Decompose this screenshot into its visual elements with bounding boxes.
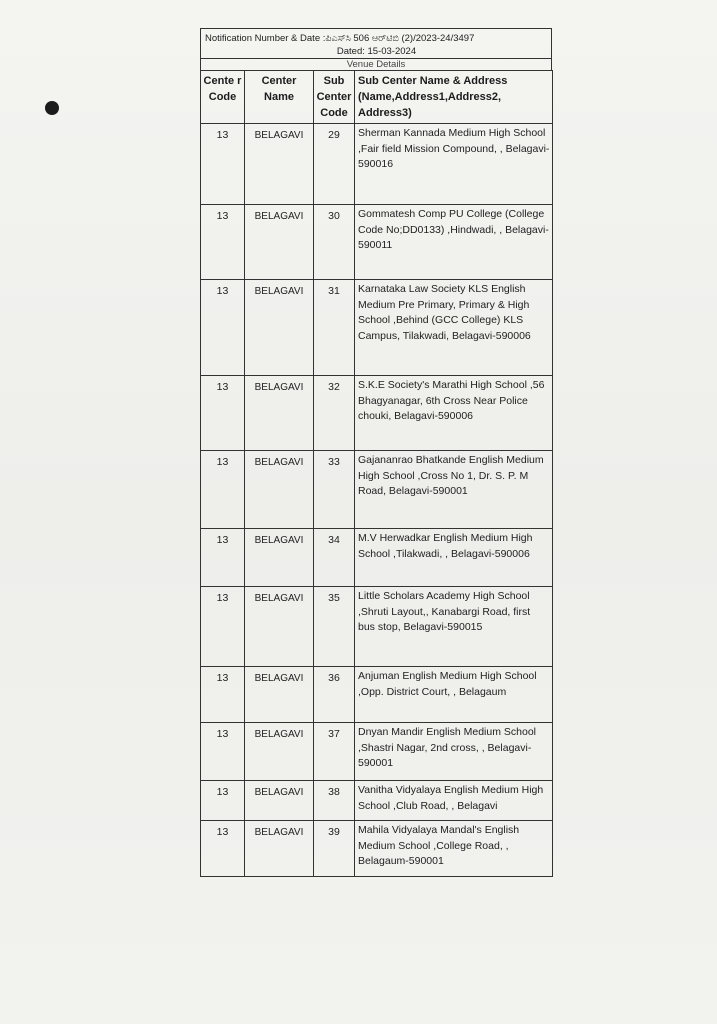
table-row (201, 821, 553, 877)
sub-center-address-cell: Vanitha Vidyalaya English Medium High School ,Club Road, , Belagavi (355, 781, 553, 821)
center-name-cell: BELAGAVI (245, 587, 314, 667)
center-name-cell: BELAGAVI (245, 723, 314, 781)
sub-center-address-cell: Karnataka Law Society KLS English Medium Pre Primary, Primary & High School ,Behind (GCC College) KLS Campus, Tilakwadi, Belagavi-590006 (355, 280, 553, 376)
table-row (201, 205, 553, 280)
center-name-cell: BELAGAVI (245, 280, 314, 376)
center-name-cell: BELAGAVI (245, 205, 314, 280)
center-code-cell: 13 (201, 821, 245, 877)
notification-number: Notification Number & Date :ಪಿಎಸ್‌ಸಿ 506 ಆರ್‌ಟಿಬಿ (2)/2023-24/3497 (205, 33, 475, 44)
table-row (201, 723, 553, 781)
column-header-sub-center-code: Sub Center Code (314, 71, 355, 124)
sub-center-address-cell: Mahila Vidyalaya Mandal's English Medium School ,College Road, , Belagaum-590001 (355, 821, 553, 877)
sub-center-address-cell: S.K.E Society's Marathi High School ,56 Bhagyanagar, 6th Cross Near Police chouki, Belagavi-590006 (355, 376, 553, 451)
sub-center-code-cell: 32 (314, 376, 355, 451)
center-code-cell: 13 (201, 723, 245, 781)
venue-document (200, 28, 552, 877)
table-row (201, 529, 553, 587)
sub-center-code-cell: 31 (314, 280, 355, 376)
notification-header (200, 28, 552, 58)
venue-details-title: Venue Details (200, 58, 552, 70)
center-code-cell: 13 (201, 280, 245, 376)
sub-center-code-cell: 29 (314, 124, 355, 205)
table-row (201, 124, 553, 205)
table-row (201, 781, 553, 821)
table-row (201, 587, 553, 667)
sub-center-address-cell: Gajananrao Bhatkande English Medium High School ,Cross No 1, Dr. S. P. M Road, Belagavi-590001 (355, 451, 553, 529)
center-name-cell: BELAGAVI (245, 821, 314, 877)
center-name-cell: BELAGAVI (245, 529, 314, 587)
notification-date: Dated: 15-03-2024 (336, 46, 417, 57)
center-name-cell: BELAGAVI (245, 451, 314, 529)
venue-table (200, 70, 553, 877)
sub-center-code-cell: 36 (314, 667, 355, 723)
center-code-cell: 13 (201, 451, 245, 529)
sub-center-code-cell: 38 (314, 781, 355, 821)
sub-center-code-cell: 30 (314, 205, 355, 280)
center-code-cell: 13 (201, 529, 245, 587)
sub-center-address-cell: Sherman Kannada Medium High School ,Fair field Mission Compound, , Belagavi-590016 (355, 124, 553, 205)
center-code-cell: 13 (201, 587, 245, 667)
center-name-cell: BELAGAVI (245, 781, 314, 821)
table-row (201, 376, 553, 451)
sub-center-address-cell: M.V Herwadkar English Medium High School ,Tilakwadi, , Belagavi-590006 (355, 529, 553, 587)
sub-center-address-cell: Anjuman English Medium High School ,Opp. District Court, , Belagaum (355, 667, 553, 723)
sub-center-code-cell: 37 (314, 723, 355, 781)
table-header-row (201, 71, 553, 124)
column-header-center-code: Cente r Code (201, 71, 245, 124)
punch-hole (45, 101, 59, 115)
center-code-cell: 13 (201, 376, 245, 451)
table-row (201, 667, 553, 723)
center-code-cell: 13 (201, 667, 245, 723)
sub-center-address-cell: Gommatesh Comp PU College (College Code No;DD0133) ,Hindwadi, , Belagavi-590011 (355, 205, 553, 280)
table-row (201, 280, 553, 376)
center-name-cell: BELAGAVI (245, 667, 314, 723)
center-code-cell: 13 (201, 205, 245, 280)
center-name-cell: BELAGAVI (245, 124, 314, 205)
sub-center-code-cell: 33 (314, 451, 355, 529)
sub-center-address-cell: Dnyan Mandir English Medium School ,Shastri Nagar, 2nd cross, , Belagavi-590001 (355, 723, 553, 781)
center-code-cell: 13 (201, 781, 245, 821)
table-row (201, 451, 553, 529)
sub-center-code-cell: 39 (314, 821, 355, 877)
center-code-cell: 13 (201, 124, 245, 205)
column-header-sub-center-address: Sub Center Name & Address (Name,Address1,Address2, Address3) (355, 71, 553, 124)
center-name-cell: BELAGAVI (245, 376, 314, 451)
column-header-center-name: Center Name (245, 71, 314, 124)
sub-center-address-cell: Little Scholars Academy High School ,Shruti Layout,, Kanabargi Road, first bus stop, Belagavi-590015 (355, 587, 553, 667)
sub-center-code-cell: 34 (314, 529, 355, 587)
sub-center-code-cell: 35 (314, 587, 355, 667)
